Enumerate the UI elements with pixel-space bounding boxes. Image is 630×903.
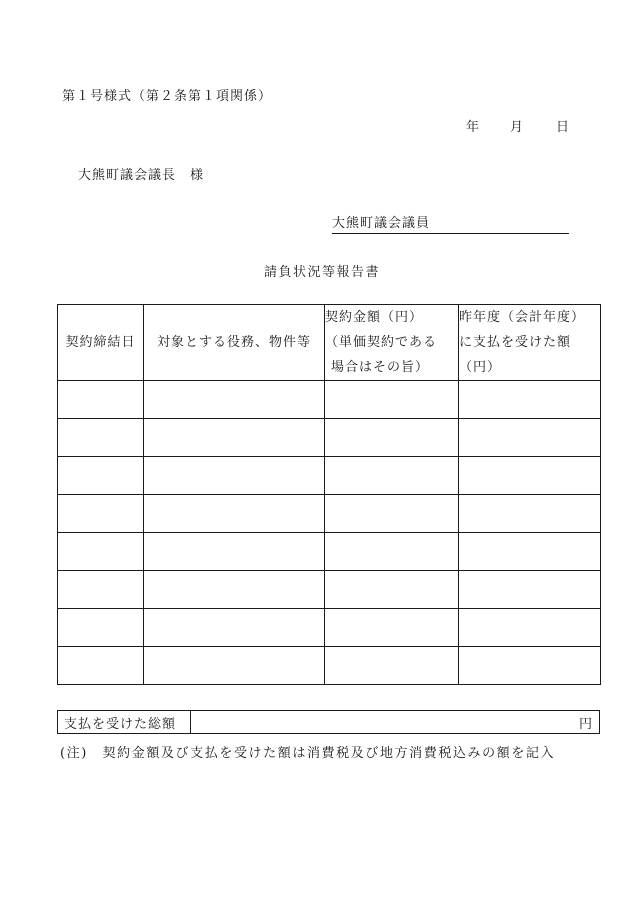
subject-cell[interactable] [144, 419, 325, 457]
total-amount-field[interactable] [191, 711, 600, 734]
table-body [58, 381, 601, 685]
subject-cell[interactable] [144, 495, 325, 533]
contract-date-cell[interactable] [58, 533, 144, 571]
date-day-label: 日 [556, 120, 571, 135]
header-line: に支払を受けた額 [459, 335, 572, 350]
total-label: 支払を受けた総額 [58, 711, 191, 734]
header-line: （単価契約である [325, 335, 438, 350]
subject-cell[interactable] [144, 533, 325, 571]
header-line: （円） [459, 360, 502, 375]
header-contract-amount [325, 305, 459, 381]
table-row [58, 457, 601, 495]
last-year-amount-cell[interactable] [459, 457, 601, 495]
subject-cell[interactable] [144, 647, 325, 685]
header-contract-date [58, 305, 144, 381]
contract-amount-cell[interactable] [325, 647, 459, 685]
contract-amount-cell[interactable] [325, 457, 459, 495]
table-row [58, 533, 601, 571]
subject-cell[interactable] [144, 381, 325, 419]
header-line: 場合はその旨） [331, 360, 430, 375]
table-row [58, 647, 601, 685]
member-signature-line [332, 212, 569, 234]
contract-date-cell[interactable] [58, 419, 144, 457]
last-year-amount-cell[interactable] [459, 647, 601, 685]
header-line: 契約締結日 [65, 335, 136, 350]
contract-amount-cell[interactable] [325, 381, 459, 419]
table-row [58, 495, 601, 533]
contract-date-cell[interactable] [58, 609, 144, 647]
total-unit: 円 [578, 716, 593, 732]
contract-amount-cell[interactable] [325, 533, 459, 571]
contract-date-cell[interactable] [58, 647, 144, 685]
member-label: 大熊町議会議員 [332, 216, 431, 231]
total-row [58, 711, 600, 734]
contract-amount-cell[interactable] [325, 609, 459, 647]
table-row [58, 381, 601, 419]
contract-date-cell[interactable] [58, 571, 144, 609]
total-table [57, 710, 600, 734]
last-year-amount-cell[interactable] [459, 381, 601, 419]
header-subject [144, 305, 325, 381]
report-table [57, 304, 601, 685]
date-line [466, 116, 570, 135]
header-line: 契約金額（円） [325, 310, 424, 325]
addressee: 大熊町議会議長 様 [78, 168, 205, 183]
contract-date-cell[interactable] [58, 457, 144, 495]
form-number: 第１号様式（第２条第１項関係） [62, 89, 273, 104]
table-row [58, 419, 601, 457]
date-month-label: 月 [510, 120, 525, 135]
last-year-amount-cell[interactable] [459, 609, 601, 647]
header-last-year-amount [459, 305, 601, 381]
last-year-amount-cell[interactable] [459, 419, 601, 457]
subject-cell[interactable] [144, 609, 325, 647]
contract-amount-cell[interactable] [325, 419, 459, 457]
last-year-amount-cell[interactable] [459, 533, 601, 571]
footnote: (注) 契約金額及び支払を受けた額は消費税及び地方消費税込みの額を記入 [60, 746, 556, 761]
header-line: 対象とする役務、物件等 [156, 335, 311, 350]
table-row [58, 609, 601, 647]
document-title: 請負状況等報告書 [264, 265, 381, 280]
last-year-amount-cell[interactable] [459, 495, 601, 533]
last-year-amount-cell[interactable] [459, 571, 601, 609]
table-header-row [58, 305, 601, 381]
contract-date-cell[interactable] [58, 381, 144, 419]
header-line: 昨年度（会計年度） [459, 310, 586, 325]
date-year-label: 年 [466, 120, 481, 135]
subject-cell[interactable] [144, 457, 325, 495]
table-row [58, 571, 601, 609]
contract-amount-cell[interactable] [325, 495, 459, 533]
contract-date-cell[interactable] [58, 495, 144, 533]
subject-cell[interactable] [144, 571, 325, 609]
contract-amount-cell[interactable] [325, 571, 459, 609]
